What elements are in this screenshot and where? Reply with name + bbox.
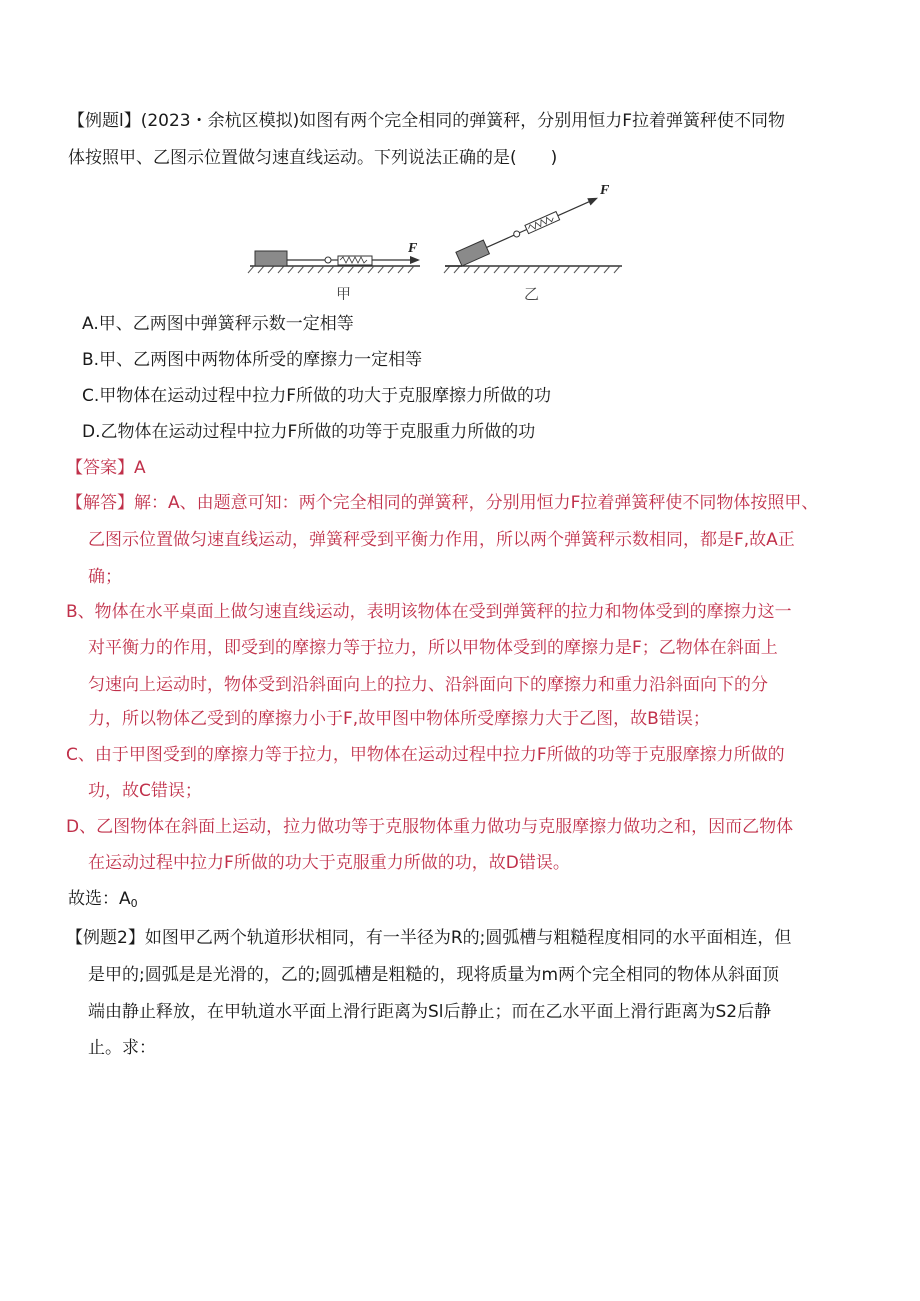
solution-line-4: B、物体在水平桌面上做匀速直线运动，表明该物体在受到弹簧秤的拉力和物体受到的摩擦力这一	[66, 602, 792, 622]
example2-line-3: 端由静止释放，在甲轨道水平面上滑行距离为Sl后静止；而在乙水平面上滑行距离为S2后静	[88, 1002, 772, 1022]
solution-line-3: 确；	[88, 567, 122, 587]
example2-line-2: 是甲的;圆弧是是光滑的，乙的;圆弧槽是粗糙的，现将质量为m两个完全相同的物体从斜面顶	[88, 965, 780, 985]
example2-line-4: 止。求：	[88, 1038, 156, 1058]
answer-line: 【答案】A	[66, 458, 146, 478]
choice-subscript: 0	[130, 897, 138, 910]
option-a: A.甲、乙两图中弹簧秤示数一定相等	[82, 314, 354, 334]
block-yi	[456, 240, 490, 266]
solution-line-7: 力，所以物体乙受到的摩擦力小于F,故甲图中物体所受摩擦力大于乙图，故B错误；	[88, 709, 710, 729]
example1-stem-line1: 【例题l】(2023・余杭区模拟)如图有两个完全相同的弹簧秤，分别用恒力F拉着弹簧秤使不同物	[68, 111, 786, 131]
choice-text: 故选：A	[68, 889, 131, 909]
example1-stem-line2: 体按照甲、乙图示位置做匀速直线运动。下列说法正确的是( )	[68, 148, 558, 168]
spring-scale-figure	[240, 180, 640, 300]
caption-jia: 甲	[336, 285, 352, 300]
block-jia	[255, 251, 287, 266]
solution-line-11: 在运动过程中拉力F所做的功大于克服重力所做的功，故D错误。	[88, 853, 570, 873]
left-setup	[248, 241, 420, 300]
solution-line-1: 【解答】解：A、由题意可知：两个完全相同的弹簧秤，分别用恒力F拉着弹簧秤使不同物体按照甲、	[66, 493, 819, 513]
solution-line-2: 乙图示位置做匀速直线运动，弹簧秤受到平衡力作用，所以两个弹簧秤示数相同，都是F,故A正	[88, 530, 795, 550]
solution-line-5: 对平衡力的作用，即受到的摩擦力等于拉力，所以甲物体受到的摩擦力是F；乙物体在斜面上	[88, 638, 778, 658]
option-c: C.甲物体在运动过程中拉力F所做的功大于克服摩擦力所做的功	[82, 386, 552, 406]
right-setup	[444, 183, 622, 300]
option-b: B.甲、乙两图中两物体所受的摩擦力一定相等	[82, 350, 423, 370]
caption-yi: 乙	[524, 285, 540, 300]
option-d: D.乙物体在运动过程中拉力F所做的功等于克服重力所做的功	[82, 422, 536, 442]
solution-line-8: C、由于甲图受到的摩擦力等于拉力，甲物体在运动过程中拉力F所做的功等于克服摩擦力所做的	[66, 745, 785, 765]
solution-line-10: D、乙图物体在斜面上运动，拉力做功等于克服物体重力做功与克服摩擦力做功之和，因而乙物体	[66, 817, 794, 837]
force-label-yi: F	[600, 183, 610, 198]
example2-line-1: 【例题2】如图甲乙两个轨道形状相同，有一半径为R的;圆弧槽与粗糙程度相同的水平面相连，但	[66, 928, 792, 948]
solution-line-9: 功，故C错误；	[88, 781, 202, 801]
force-label-jia: F	[408, 241, 418, 256]
spring-scale-yi	[525, 212, 560, 234]
choice-line	[68, 888, 138, 915]
solution-line-6: 匀速向上运动时，物体受到沿斜面向上的拉力、沿斜面向下的摩擦力和重力沿斜面向下的分	[88, 675, 768, 695]
